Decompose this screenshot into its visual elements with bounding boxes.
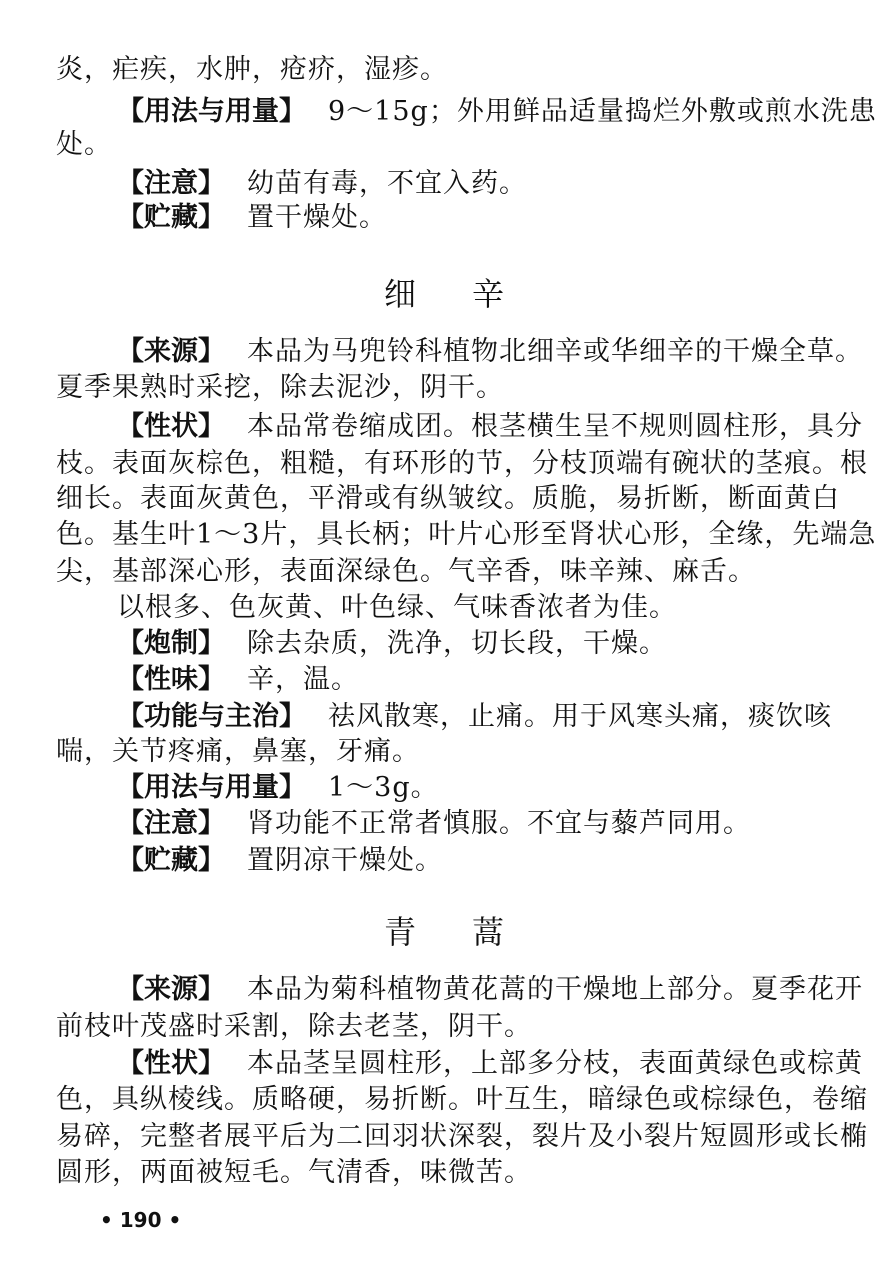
function-text: 祛风散寒，止痛。用于风寒头痛，痰饮咳 xyxy=(328,701,832,732)
body-text: 色，具纵棱线。质略硬，易折断。叶互生，暗绿色或棕绿色，卷缩 xyxy=(56,1084,868,1115)
text-line xyxy=(56,1082,868,1118)
caution-text: 幼苗有毒，不宜入药。 xyxy=(247,168,527,199)
text-line xyxy=(56,446,868,482)
characteristics-text: 本品茎呈圆柱形，上部多分枝，表面黄绿色或棕黄 xyxy=(247,1048,863,1079)
processing-text: 除去杂质，洗净，切长段，干燥。 xyxy=(247,628,667,659)
body-text: 喘，关节疼痛，鼻塞，牙痛。 xyxy=(56,736,420,767)
heading-char: 蒿 xyxy=(472,913,505,951)
body-text: 前枝叶茂盛时采割，除去老茎，阴干。 xyxy=(56,1011,532,1042)
body-text: 处。 xyxy=(56,129,112,160)
text-line xyxy=(56,1119,868,1155)
caution-line xyxy=(117,166,527,202)
body-text: 夏季果熟时采挖，除去泥沙，阴干。 xyxy=(56,372,504,403)
body-text: 细长。表面灰黄色，平滑或有纵皱纹。质脆，易折断，断面黄白 xyxy=(56,483,840,514)
section-heading-xixin xyxy=(0,274,888,314)
usage-line xyxy=(117,94,877,130)
source-text: 本品为菊科植物黄花蒿的干燥地上部分。夏季花开 xyxy=(247,974,863,1005)
body-text: 枝。表面灰棕色，粗糙，有环形的节，分枝顶端有碗状的茎痕。根 xyxy=(56,448,868,479)
text-line xyxy=(56,370,504,406)
source-text: 本品为马兜铃科植物北细辛或华细辛的干燥全草。 xyxy=(247,336,863,367)
text-line xyxy=(56,1009,532,1045)
caution-line xyxy=(117,806,751,842)
body-text: 色。基生叶1～3片，具长柄；叶片心形至肾状心形，全缘，先端急 xyxy=(56,519,877,550)
body-text: 易碎，完整者展平后为二回羽状深裂，裂片及小裂片短圆形或长椭 xyxy=(56,1121,868,1152)
storage-line xyxy=(117,200,387,236)
text-line xyxy=(56,127,112,163)
characteristics-line xyxy=(117,409,863,445)
body-text: 炎，疟疾，水肿，疮疥，湿疹。 xyxy=(56,54,448,85)
section-heading-qinghao xyxy=(0,912,888,952)
processing-label: 【炮制】 xyxy=(117,628,225,659)
taste-text: 辛，温。 xyxy=(247,664,359,695)
text-line xyxy=(56,52,448,88)
heading-char: 辛 xyxy=(472,275,505,313)
caution-text: 肾功能不正常者慎服。不宜与藜芦同用。 xyxy=(247,808,751,839)
characteristics-line xyxy=(117,1046,863,1082)
taste-line xyxy=(117,662,359,698)
text-line xyxy=(56,517,876,553)
usage-text: 9～15g；外用鲜品适量捣烂外敷或煎水洗患 xyxy=(328,96,877,127)
function-label: 【功能与主治】 xyxy=(117,701,306,732)
text-line xyxy=(56,481,840,517)
text-line xyxy=(56,554,756,590)
processing-line xyxy=(117,626,667,662)
text-line xyxy=(56,734,420,770)
characteristics-text: 本品常卷缩成团。根茎横生呈不规则圆柱形，具分 xyxy=(247,411,863,442)
storage-label: 【贮藏】 xyxy=(117,202,225,233)
source-label: 【来源】 xyxy=(117,974,225,1005)
caution-label: 【注意】 xyxy=(117,168,225,199)
body-text: 以根多、色灰黄、叶色绿、气味香浓者为佳。 xyxy=(117,592,677,623)
storage-text: 置阴凉干燥处。 xyxy=(247,845,443,876)
source-line xyxy=(117,972,863,1008)
heading-char: 细 xyxy=(383,275,416,313)
storage-line xyxy=(117,843,443,879)
characteristics-label: 【性状】 xyxy=(117,411,225,442)
text-line xyxy=(56,1155,532,1191)
usage-line xyxy=(117,770,439,806)
source-label: 【来源】 xyxy=(117,336,225,367)
usage-text: 1～3g。 xyxy=(328,772,439,803)
characteristics-label: 【性状】 xyxy=(117,1048,225,1079)
usage-label: 【用法与用量】 xyxy=(117,772,306,803)
usage-label: 【用法与用量】 xyxy=(117,96,306,127)
page-number: • 190 • xyxy=(100,1208,182,1232)
heading-char: 青 xyxy=(383,913,416,951)
text-line xyxy=(117,590,677,626)
caution-label: 【注意】 xyxy=(117,808,225,839)
source-line xyxy=(117,334,863,370)
storage-text: 置干燥处。 xyxy=(247,202,387,233)
taste-label: 【性味】 xyxy=(117,664,225,695)
function-line xyxy=(117,699,832,735)
body-text: 尖，基部深心形，表面深绿色。气辛香，味辛辣、麻舌。 xyxy=(56,556,756,587)
body-text: 圆形，两面被短毛。气清香，味微苦。 xyxy=(56,1157,532,1188)
storage-label: 【贮藏】 xyxy=(117,845,225,876)
